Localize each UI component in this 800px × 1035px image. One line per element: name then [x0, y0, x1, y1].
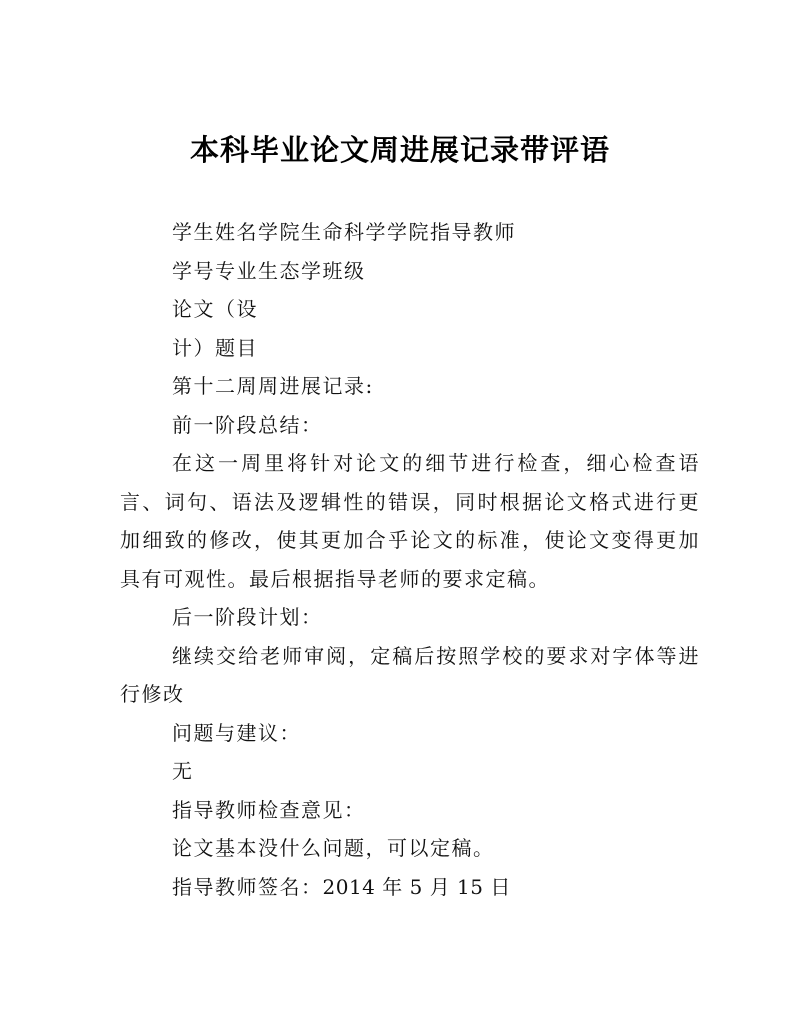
advisor-review-heading: 指导教师检查意见：	[172, 797, 366, 822]
next-stage-content: 继续交给老师审阅，定稿后按照学校的要求对字体等进行修改	[120, 643, 700, 706]
advisor-review-content: 论文基本没什么问题，可以定稿。	[172, 836, 495, 860]
thesis-title-label-line1: 论文（设	[172, 297, 258, 321]
student-id-line: 学号专业生态学班级	[172, 258, 366, 283]
signature-line	[120, 868, 700, 907]
next-stage-heading: 后一阶段计划：	[172, 605, 323, 629]
thesis-title-label-line2: 计）题目	[172, 335, 258, 360]
weekly-record-heading: 第十二周周进展记录:	[172, 374, 374, 398]
document-body	[120, 213, 700, 906]
signature-label: 指导教师签名：	[172, 874, 323, 899]
previous-stage-content: 在这一周里将针对论文的细节进行检查，细心检查语言、词句、语法及逻辑性的错误，同时根据论文格式进行更加细致的修改，使其更加合乎论文的标准，使论文变得更加具有可观性。最后根据指导老师的要求定稿。	[120, 451, 700, 591]
signature-date: 2014 年 5 月 15 日	[322, 874, 511, 899]
student-info-line: 学生姓名学院生命科学学院指导教师	[172, 220, 516, 244]
issues-content: 无	[172, 759, 194, 783]
document-title: 本科毕业论文周进展记录带评语	[189, 133, 610, 167]
previous-stage-heading: 前一阶段总结：	[172, 412, 323, 437]
issues-heading: 问题与建议：	[172, 720, 301, 745]
